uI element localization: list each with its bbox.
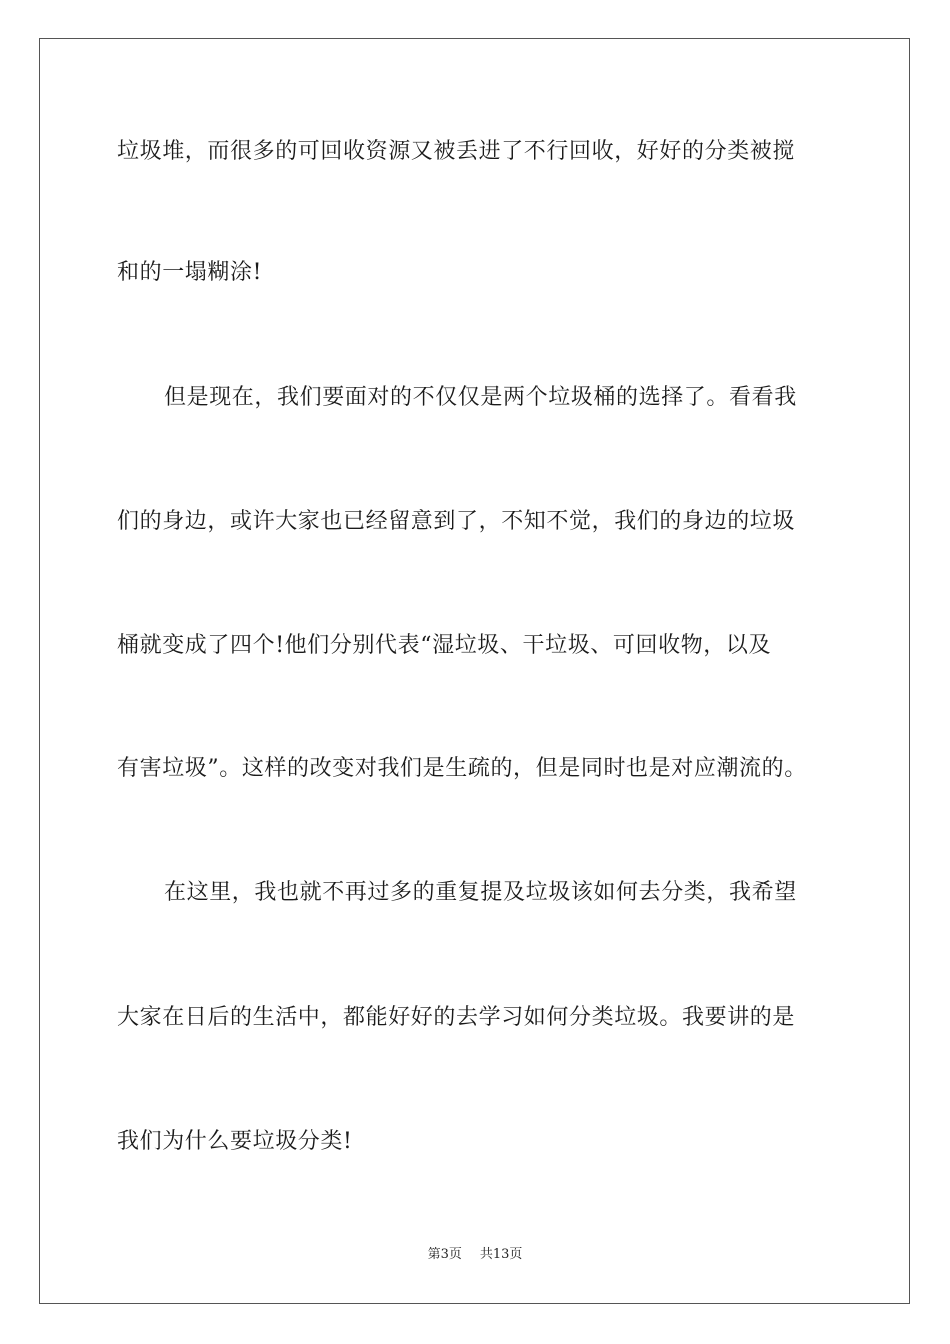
body-line-3: 但是现在，我们要面对的不仅仅是两个垃圾桶的选择了。看看我 xyxy=(164,385,797,410)
body-line-5: 桶就变成了四个!他们分别代表“湿垃圾、干垃圾、可回收物，以及 xyxy=(117,633,772,658)
body-line-6: 有害垃圾”。这样的改变对我们是生疏的，但是同时也是对应潮流的。 xyxy=(117,756,807,781)
body-line-9: 我们为什么要垃圾分类! xyxy=(117,1129,353,1154)
body-line-4: 们的身边，或许大家也已经留意到了，不知不觉，我们的身边的垃圾 xyxy=(117,509,796,534)
body-line-8: 大家在日后的生活中，都能好好的去学习如何分类垃圾。我要讲的是 xyxy=(117,1005,796,1030)
page-number: 第3页 xyxy=(427,1247,462,1262)
page-border xyxy=(39,38,910,1304)
page-total: 共13页 xyxy=(479,1247,523,1262)
body-line-7: 在这里，我也就不再过多的重复提及垃圾该如何去分类，我希望 xyxy=(164,880,797,905)
body-line-1: 垃圾堆，而很多的可回收资源又被丢进了不行回收，好好的分类被搅 xyxy=(117,139,796,164)
page-footer xyxy=(0,1246,950,1264)
body-line-2: 和的一塌糊涂! xyxy=(117,260,263,285)
